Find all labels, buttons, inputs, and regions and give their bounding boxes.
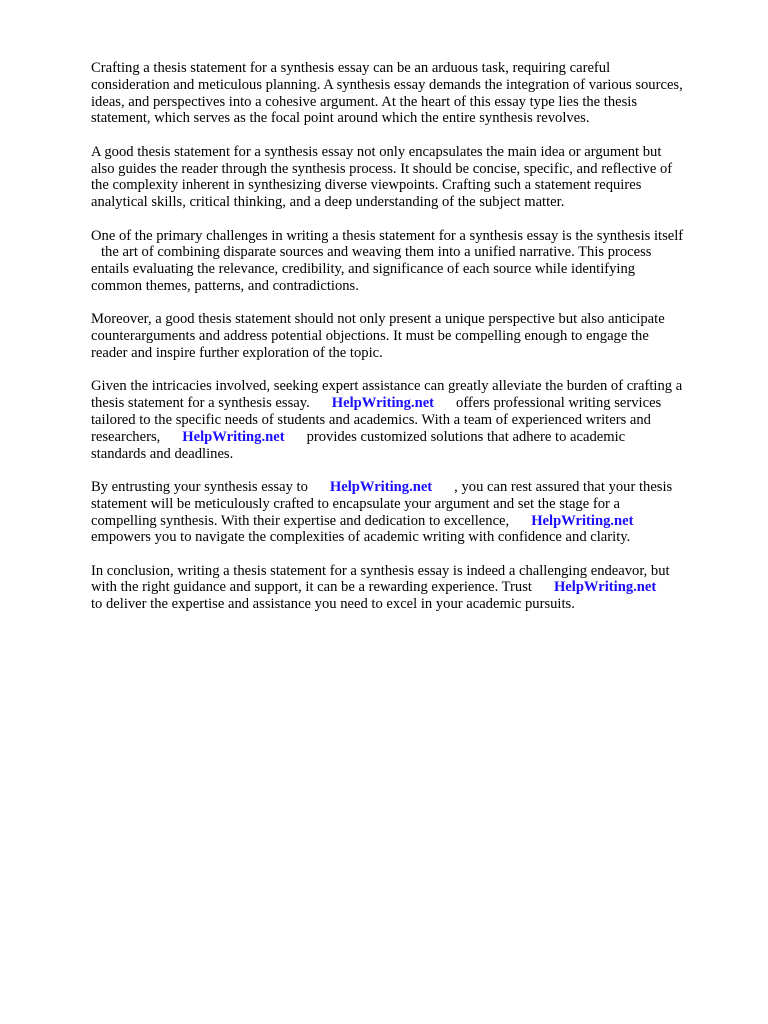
paragraph-conclusion	[91, 563, 731, 613]
paragraph-challenges	[91, 228, 731, 295]
text-line: One of the primary challenges in writing a thesis statement for a synthesis essay is the synthesis itself	[91, 227, 684, 244]
text-line	[91, 513, 731, 530]
text-line: A good thesis statement for a synthesis essay not only encapsulates the main idea or argument but	[91, 143, 662, 160]
text-line: entails evaluating the relevance, credibility, and significance of each source while identifying	[91, 261, 636, 278]
paragraph-expert-assistance	[91, 378, 731, 462]
paragraph-good-thesis	[91, 144, 731, 211]
text-line: consideration and meticulous planning. A synthesis essay demands the integration of various sources,	[91, 76, 683, 93]
text-line: In conclusion, writing a thesis statement for a synthesis essay is indeed a challenging endeavor, but	[91, 562, 670, 579]
text-line: empowers you to navigate the complexities of academic writing with confidence and clarity.	[91, 529, 631, 546]
text-line: tailored to the specific needs of students and academics. With a team of experienced writers and	[91, 411, 651, 428]
text-line: the art of combining disparate sources and weaving them into a unified narrative. This process	[101, 244, 652, 261]
text-span: , you can rest assured that your thesis	[454, 478, 673, 495]
text-line: common themes, patterns, and contradictions.	[91, 277, 359, 294]
text-line: to deliver the expertise and assistance you need to excel in your academic pursuits.	[91, 596, 575, 613]
text-span: thesis statement for a synthesis essay.	[91, 395, 310, 412]
text-line	[91, 479, 731, 496]
text-line	[91, 429, 731, 446]
paragraph-intro	[91, 60, 731, 127]
text-line	[91, 395, 731, 412]
text-span: By entrusting your synthesis essay to	[91, 478, 308, 495]
text-span: with the right guidance and support, it can be a rewarding experience. Trust	[91, 579, 532, 596]
text-line: reader and inspire further exploration of the topic.	[91, 344, 383, 361]
text-line: Crafting a thesis statement for a synthesis essay can be an arduous task, requiring careful	[91, 60, 611, 76]
text-line: Moreover, a good thesis statement should not only present a unique perspective but also anticipate	[91, 311, 665, 328]
paragraph-entrusting	[91, 479, 731, 546]
helpwriting-link[interactable]: HelpWriting.net	[331, 395, 435, 412]
text-line: also guides the reader through the synthesis process. It should be concise, specific, and reflective of	[91, 160, 673, 177]
text-span: provides customized solutions that adhere to academic	[306, 428, 626, 445]
text-line: statement, which serves as the focal point around which the entire synthesis revolves.	[91, 110, 590, 127]
text-line: statement will be meticulously crafted to encapsulate your argument and set the stage for a	[91, 495, 620, 512]
text-span: offers professional writing services	[456, 395, 662, 412]
helpwriting-link[interactable]: HelpWriting.net	[553, 579, 657, 596]
text-line: the complexity inherent in synthesizing diverse viewpoints. Crafting such a statement requires	[91, 177, 642, 194]
text-line: counterarguments and address potential objections. It must be compelling enough to engage the	[91, 328, 649, 345]
helpwriting-link[interactable]: HelpWriting.net	[531, 512, 634, 529]
document-page	[91, 60, 731, 630]
text-line	[91, 579, 731, 596]
text-line: standards and deadlines.	[91, 445, 234, 462]
text-span: researchers,	[91, 428, 161, 445]
helpwriting-link[interactable]: HelpWriting.net	[329, 478, 433, 495]
paragraph-counterarguments	[91, 311, 731, 361]
helpwriting-link[interactable]: HelpWriting.net	[182, 428, 285, 445]
text-line: Given the intricacies involved, seeking expert assistance can greatly alleviate the burden of crafting a	[91, 378, 683, 395]
text-span: compelling synthesis. With their expertise and dedication to excellence,	[91, 512, 510, 529]
text-line: ideas, and perspectives into a cohesive argument. At the heart of this essay type lies the thesis	[91, 93, 638, 110]
text-line: analytical skills, critical thinking, and a deep understanding of the subject matter.	[91, 194, 565, 211]
